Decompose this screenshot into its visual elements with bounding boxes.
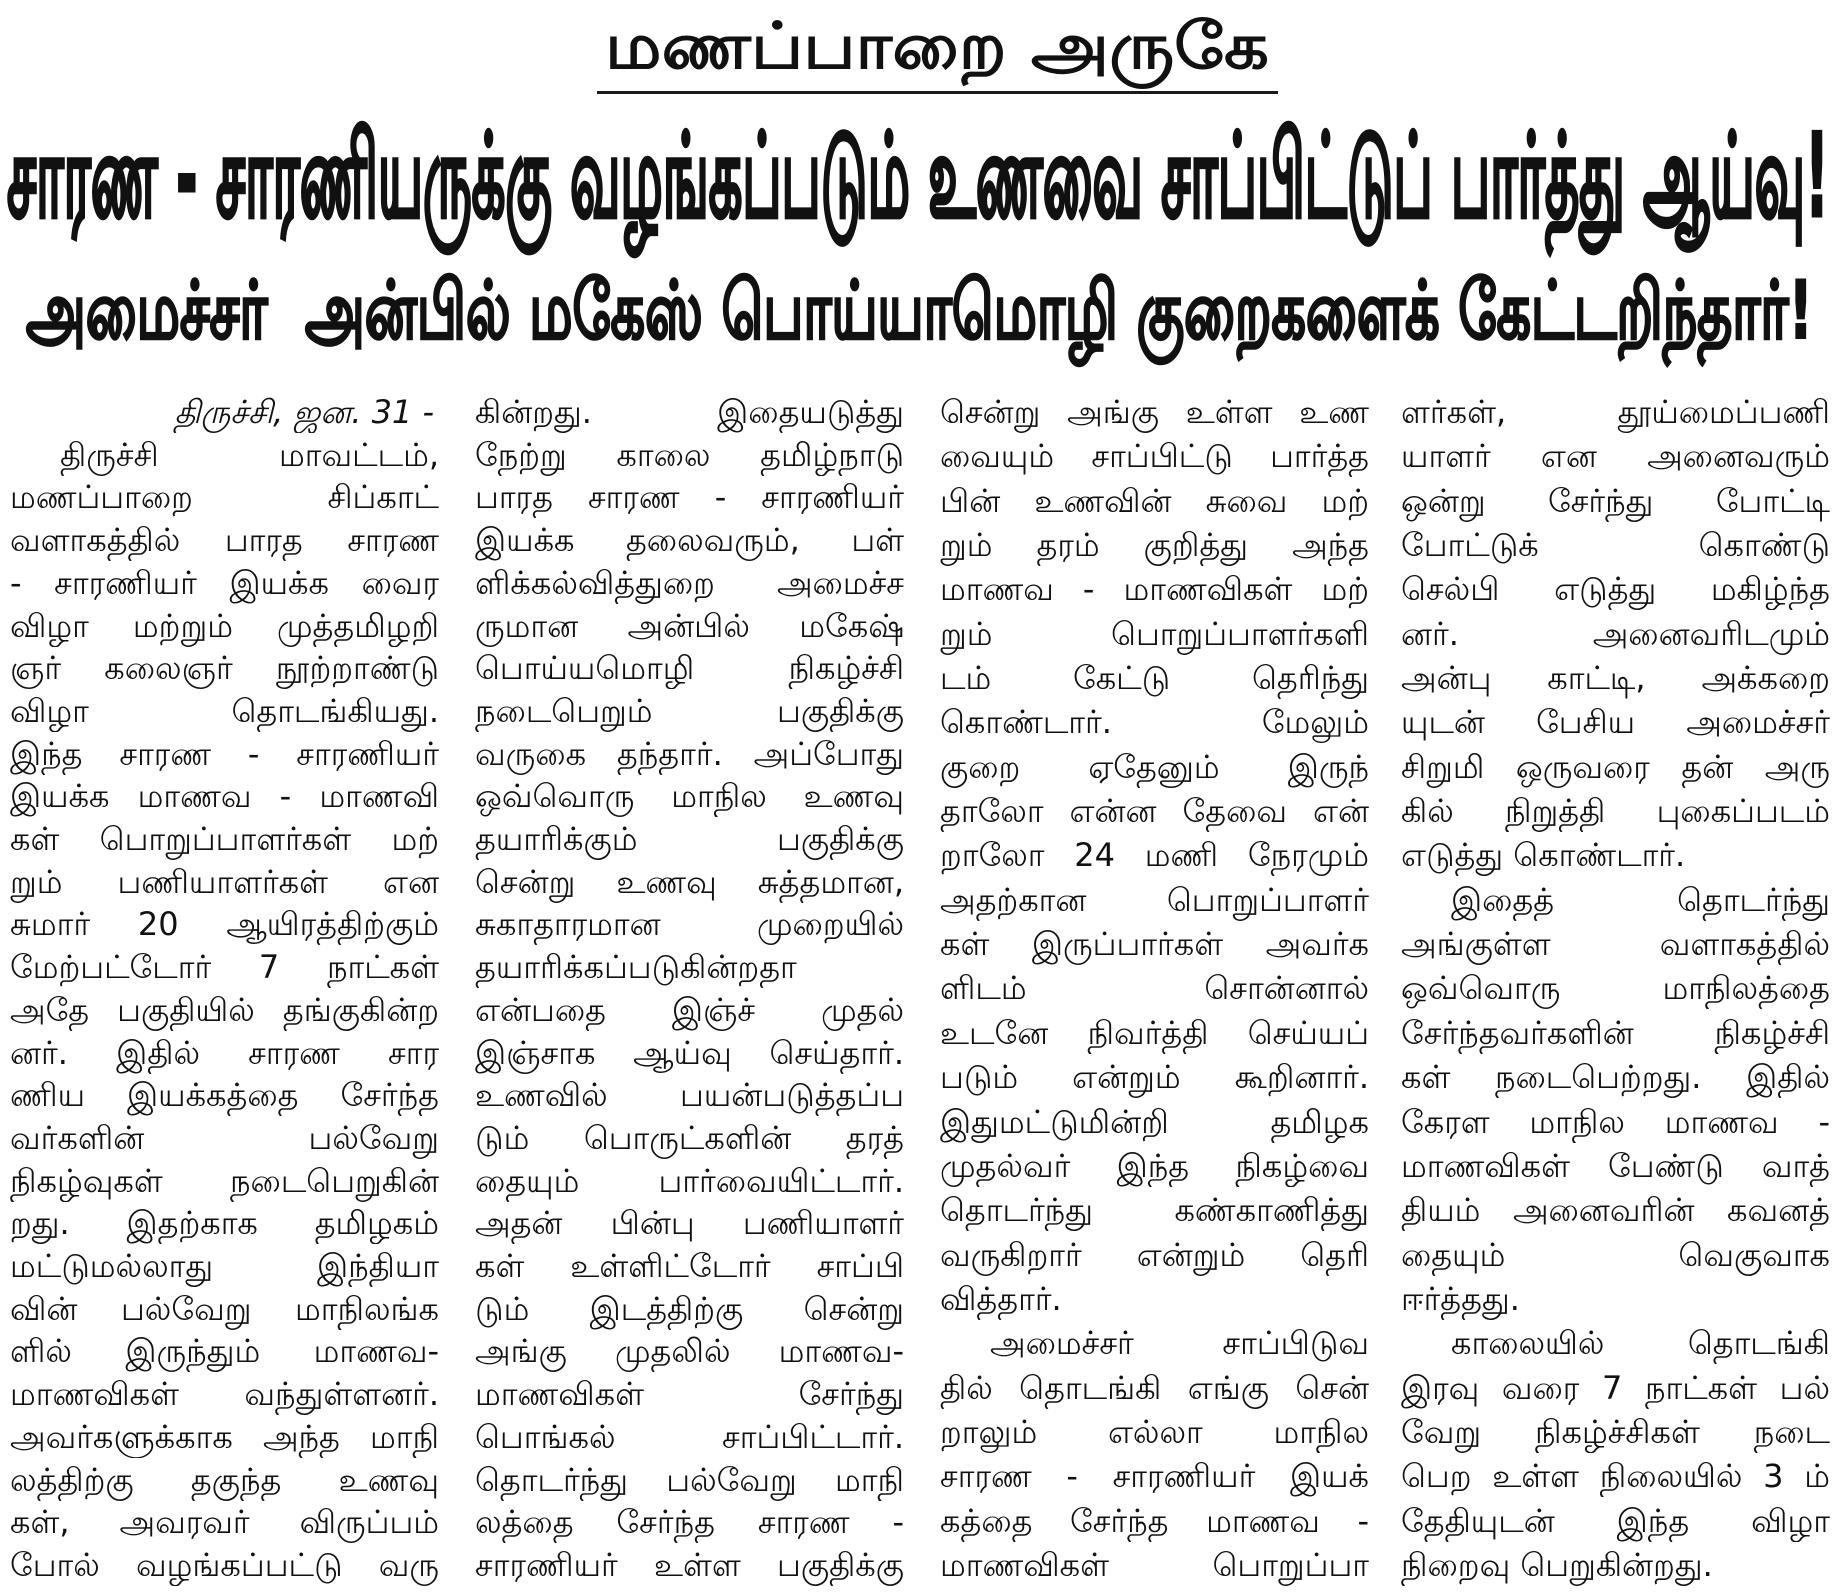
body-line-text: வர்களின் பல்வேறு [10, 1118, 439, 1157]
body-line-text: லத்திற்கு தகுந்த உணவு [10, 1460, 439, 1499]
body-line-text: இந்த சாரண - சாரணியர் [10, 734, 439, 773]
body-line-text: சிறுமி ஒருவரை தன் அரு [1401, 747, 1830, 786]
body-line [475, 861, 905, 903]
body-line [940, 1189, 1370, 1231]
body-line-text: மாணவிகள் சேர்ந்து [475, 1375, 904, 1414]
body-line [940, 435, 1370, 477]
body-line [1401, 1411, 1831, 1453]
body-line-text: அங்கு முதலில் மாணவ- [475, 1332, 904, 1371]
body-line-text: தையும் பார்வையிட்டார். [475, 1161, 904, 1200]
body-line [10, 1501, 440, 1543]
body-line-text: படும் என்றும் கூறினார். [940, 1058, 1369, 1097]
body-line [475, 391, 905, 433]
body-line-text: தாலோ என்ன தேவை என் [940, 792, 1369, 831]
body-line-text: கத்தை சேர்ந்த மாணவ - [940, 1501, 1369, 1540]
body-line [1401, 1145, 1831, 1187]
body-line-text: கில் நிறுத்தி புகைப்படம் [1401, 792, 1830, 831]
body-line-text: இயக்க மாணவ - மாணவி [10, 777, 439, 816]
body-line [10, 605, 440, 647]
body-line [10, 989, 440, 1031]
body-line-text: வித்தார். [940, 1279, 1062, 1318]
body-line [940, 1500, 1370, 1542]
body-line-text: டும் பொருட்களின் தரத் [475, 1118, 904, 1157]
headline [7, 109, 1829, 244]
body-line-text: என்பதை இஞ்ச் முதல் [475, 990, 904, 1029]
body-line-text: ணிய இயக்கத்தை சேர்ந்த [10, 1076, 439, 1115]
body-line-text: ஞர் கலைஞர் நூற்றாண்டு [10, 649, 439, 688]
body-line-text: நடைபெறும் பகுதிக்கு [475, 691, 904, 730]
body-line-text: தொடர்ந்து பல்வேறு மாநி [475, 1460, 904, 1499]
body-line-text: பின் உணவின் சுவை மற் [940, 481, 1369, 520]
body-line-text: வேறு நிகழ்ச்சிகள் நடை [1401, 1412, 1830, 1451]
body-line [10, 1160, 440, 1202]
body-line [1401, 923, 1831, 965]
body-line [1401, 524, 1831, 566]
body-line [1401, 568, 1831, 610]
body-line [940, 568, 1370, 610]
body-line-text: டும் இடத்திற்கு சென்று [475, 1289, 904, 1328]
body-line-text: ளிடம் சொன்னால் [940, 969, 1369, 1008]
body-line-text: மாணவிகள் வந்துள்ளனர். [10, 1375, 439, 1414]
body-line [10, 775, 440, 817]
dateline [10, 391, 440, 433]
body-line-text: அதற்கான பொறுப்பாளர் [940, 880, 1369, 919]
body-line-text: னர். அனைவரிடமும் [1401, 614, 1830, 653]
body-line [10, 1117, 440, 1159]
body-line [1401, 1101, 1831, 1143]
body-line [475, 1330, 905, 1372]
body-line [10, 519, 440, 561]
subheadline-text: அமைச்சர் அன்பில் மகேஸ் பொய்யாமொழி குறைகளைக் கேட்டறிந்தார்! [26, 264, 1813, 357]
body-line [1401, 480, 1831, 522]
body-line-text: பொய்யமொழி நிகழ்ச்சி [475, 649, 904, 688]
body-line-text: லத்தை சேர்ந்த சாரண - [475, 1503, 904, 1542]
body-line [1401, 879, 1831, 921]
body-line [940, 1101, 1370, 1143]
body-line-text: - சாரணியர் இயக்க வைர [10, 563, 439, 602]
body-line-text: அன்பு காட்டி, அக்கறை [1401, 659, 1830, 698]
body-line-text: வருகிறார் என்றும் தெரி [940, 1235, 1369, 1274]
body-line [475, 1245, 905, 1287]
body-line [940, 391, 1370, 433]
body-line-text: திருச்சி மாவட்டம், [60, 435, 439, 474]
body-line-text: அதன் பின்பு பணியாளர் [475, 1204, 904, 1243]
headline-text: சாரண - சாரணியருக்கு வழங்கப்படும் உணவை சாப்பிட்டுப் பார்த்து ஆய்வு! [7, 109, 1829, 244]
body-line [475, 1202, 905, 1244]
body-line-text: ஒன்று சேர்ந்து போட்டி [1401, 481, 1830, 520]
body-line [475, 476, 905, 518]
body-line-text: விழா மற்றும் முத்தமிழறி [10, 606, 439, 645]
body-line [1401, 701, 1831, 743]
body-line [1401, 967, 1831, 1009]
body-line-text: அவர்களுக்காக அந்த மாநி [10, 1417, 439, 1456]
body-line-text: கொண்டார். மேலும் [940, 703, 1369, 742]
body-line-text: தியம் அனைவரின் கவனத் [1401, 1191, 1830, 1230]
body-line [10, 818, 440, 860]
body-line-text: டம் கேட்டு தெரிந்து [940, 659, 1369, 698]
body-line [475, 1074, 905, 1116]
body-line [940, 1455, 1370, 1497]
body-line [475, 690, 905, 732]
body-line-text: நேற்று காலை தமிழ்நாடு [475, 435, 904, 474]
body-line [475, 989, 905, 1031]
body-line-text: ளில் இருந்தும் மாணவ- [10, 1332, 439, 1371]
body-line-text: இரவு வரை 7 நாட்கள் பல் [1401, 1368, 1830, 1407]
body-line [10, 1544, 440, 1586]
body-line [475, 647, 905, 689]
body-line [475, 775, 905, 817]
subheadline [26, 262, 1813, 360]
body-line [475, 1416, 905, 1458]
body-line-text: அங்குள்ள வளாகத்தில் [1401, 925, 1830, 964]
body-line-text: செல்பி எடுத்து மகிழ்ந்த [1401, 570, 1830, 609]
body-line-text: றது. இதற்காக தமிழகம் [10, 1204, 439, 1243]
body-line [10, 647, 440, 689]
body-line [940, 657, 1370, 699]
body-line [475, 1373, 905, 1415]
body-line [10, 1373, 440, 1415]
body-line-text: வருகை தந்தார். அப்போது [475, 734, 904, 773]
body-line [940, 613, 1370, 655]
body-line [475, 1501, 905, 1543]
body-line-text: சென்று உணவு சுத்தமான, [475, 862, 904, 901]
body-line-text: சேர்ந்தவர்களின் நிகழ்ச்சி [1401, 1013, 1830, 1052]
body-line-text: வளாகத்தில் பாரத சாரண [10, 521, 439, 560]
body-line-text: யாளர் என அனைவரும் [1401, 437, 1830, 476]
body-line [10, 946, 440, 988]
body-line-text: ஒவ்வொரு மாநில உணவு [475, 777, 904, 816]
body-line [940, 1322, 1370, 1364]
body-line-text: வின் பல்வேறு மாநிலங்க [10, 1289, 439, 1328]
body-line [1401, 613, 1831, 655]
body-line [10, 434, 440, 476]
body-line-text: எடுத்து கொண்டார். [1401, 836, 1686, 875]
body-line-text: பெற உள்ள நிலையில் 3 ம் [1401, 1457, 1830, 1496]
body-line-text: அமைச்சர் சாப்பிடுவ [990, 1324, 1369, 1363]
body-line [10, 733, 440, 775]
body-line-text: சாரணியர் உள்ள பகுதிக்கு [475, 1545, 904, 1584]
body-line [475, 818, 905, 860]
kicker-underline [597, 91, 1278, 94]
body-line-text: சென்று அங்கு உள்ள உண [940, 393, 1369, 431]
body-line-text: கள் பொறுப்பாளர்கள் மற் [10, 820, 439, 859]
body-line [940, 524, 1370, 566]
body-line-text: கள், அவரவர் விருப்பம் [10, 1503, 439, 1542]
dateline-text: திருச்சி, ஜன. 31 - [174, 393, 434, 431]
body-line-text: பாரத சாரண - சாரணியர் [475, 478, 904, 517]
body-line [1401, 1500, 1831, 1542]
body-line [1401, 1455, 1831, 1497]
body-line-text: போட்டுக் கொண்டு [1401, 526, 1830, 565]
article-column-1 [10, 391, 440, 1586]
body-line [475, 733, 905, 775]
body-line-text: மேற்பட்டோர் 7 நாட்கள் [10, 948, 439, 987]
body-line [10, 1288, 440, 1330]
body-line-text: றாலோ 24 மணி நேரமும் [940, 836, 1369, 875]
body-line [1401, 1322, 1831, 1364]
body-line-text: ருமான அன்பில் மகேஷ் [475, 606, 904, 645]
body-line-text: கள் உள்ளிட்டோர் சாப்பி [475, 1247, 904, 1286]
body-line [10, 1245, 440, 1287]
body-line-text: கள் இருப்பார்கள் அவர்க [940, 925, 1369, 964]
body-line [10, 562, 440, 604]
body-line [10, 1202, 440, 1244]
body-line [475, 1160, 905, 1202]
body-line [940, 701, 1370, 743]
body-line [10, 1074, 440, 1116]
body-line-text: ஈர்த்தது. [1401, 1279, 1520, 1318]
body-line [1401, 746, 1831, 788]
body-line-text: இதுமட்டுமின்றி தமிழக [940, 1102, 1369, 1141]
body-line [1401, 834, 1831, 876]
body-line [940, 1056, 1370, 1098]
body-line-text: சுமார் 20 ஆயிரத்திற்கும் [10, 905, 439, 944]
body-line-text: றும் பொறுப்பாளர்களி [940, 614, 1369, 653]
body-line [475, 1117, 905, 1159]
body-line-text: சாரண - சாரணியர் இயக் [940, 1457, 1369, 1496]
body-line [1401, 1234, 1831, 1276]
body-line [10, 903, 440, 945]
body-line [475, 1032, 905, 1074]
body-line-text: கின்றது. இதையடுத்து [475, 393, 904, 431]
body-line [940, 746, 1370, 788]
body-line-text: அதே பகுதியில் தங்குகின்ற [10, 990, 439, 1029]
body-line-text: விழா தொடங்கியது. [10, 691, 439, 730]
body-line-text: தயாரிக்கப்படுகின்றதா [475, 948, 797, 987]
body-line-text: றும் பணியாளர்கள் என [10, 862, 439, 901]
body-line [10, 1459, 440, 1501]
body-line-text: தொடர்ந்து கண்காணித்து [940, 1191, 1369, 1230]
body-line-text: ளர்கள், தூய்மைப்பணி [1401, 393, 1830, 431]
body-line-text: இதைத் தொடர்ந்து [1451, 880, 1830, 919]
body-line [940, 480, 1370, 522]
body-line [1401, 790, 1831, 832]
body-line [10, 476, 440, 518]
body-line-text: தயாரிக்கும் பகுதிக்கு [475, 820, 904, 859]
body-line [940, 1234, 1370, 1276]
body-line [475, 1544, 905, 1586]
body-line [475, 434, 905, 476]
body-line-text: வையும் சாப்பிட்டு பார்த்த [940, 437, 1369, 476]
body-line [1401, 435, 1831, 477]
body-line-text: மணப்பாறை சிப்காட் [10, 478, 439, 517]
body-line [940, 1411, 1370, 1453]
body-line [1401, 391, 1831, 433]
body-line-text: குறை ஏதேனும் இருந் [940, 747, 1369, 786]
body-line [940, 834, 1370, 876]
body-line [475, 1288, 905, 1330]
body-line [940, 1278, 1370, 1320]
body-line [10, 1032, 440, 1074]
body-line-text: உணவில் பயன்படுத்தப்ப [475, 1076, 904, 1115]
kicker [605, 6, 1269, 88]
body-line [475, 605, 905, 647]
body-line [940, 790, 1370, 832]
body-line [1401, 657, 1831, 699]
body-line [1401, 1367, 1831, 1409]
body-line [1401, 1278, 1831, 1320]
body-line [940, 1012, 1370, 1054]
body-line [1401, 1056, 1831, 1098]
body-line-text: தையும் வெகுவாக [1401, 1235, 1830, 1274]
body-line [940, 967, 1370, 1009]
body-line [940, 1544, 1370, 1586]
body-line [475, 946, 905, 988]
body-line [10, 861, 440, 903]
body-line-text: போல் வழங்கப்பட்டு வரு [10, 1545, 439, 1584]
body-line-text: கேரள மாநில மாணவ - [1401, 1102, 1830, 1141]
body-line-text: இஞ்சாக ஆய்வு செய்தார். [475, 1033, 904, 1072]
body-line [475, 903, 905, 945]
body-line-text: யுடன் பேசிய அமைச்சர் [1401, 703, 1830, 742]
body-line-text: முதல்வர் இந்த நிகழ்வை [940, 1146, 1369, 1185]
article-column-2 [475, 391, 905, 1586]
body-line-text: மாணவிகள் பொறுப்பா [940, 1545, 1369, 1584]
body-line [475, 519, 905, 561]
article-column-3 [940, 391, 1370, 1586]
body-line-text: காலையில் தொடங்கி [1451, 1324, 1830, 1363]
body-line-text: இயக்க தலைவரும், பள் [475, 521, 904, 560]
body-line-text: தில் தொடங்கி எங்கு சென் [940, 1368, 1369, 1407]
body-line-text: உடனே நிவர்த்தி செய்யப் [940, 1013, 1369, 1052]
kicker-text: மணப்பாறை அருகே [605, 10, 1269, 84]
body-line [1401, 1544, 1831, 1586]
body-line-text: கள் நடைபெற்றது. இதில் [1401, 1058, 1830, 1097]
body-line-text: தேதியுடன் இந்த விழா [1401, 1501, 1830, 1540]
body-line [10, 690, 440, 732]
body-line [475, 1459, 905, 1501]
body-line-text: மாணவ - மாணவிகள் மற் [940, 570, 1369, 609]
body-line [940, 923, 1370, 965]
body-line-text: மட்டுமல்லாது இந்தியா [10, 1247, 439, 1286]
body-line-text: னர். இதில் சாரண சார [10, 1033, 439, 1072]
body-line-text: நிகழ்வுகள் நடைபெறுகின் [10, 1161, 439, 1200]
body-line [10, 1416, 440, 1458]
body-line [10, 1330, 440, 1372]
article-column-4 [1401, 391, 1831, 1586]
body-line [1401, 1012, 1831, 1054]
body-line-text: ஒவ்வொரு மாநிலத்தை [1401, 969, 1830, 1008]
body-line-text: றும் தரம் குறித்து அந்த [940, 526, 1369, 565]
body-line [1401, 1189, 1831, 1231]
body-line-text: மாணவிகள் பேண்டு வாத் [1401, 1146, 1830, 1185]
body-line-text: பொங்கல் சாப்பிட்டார். [475, 1417, 904, 1456]
body-line-text: றாலும் எல்லா மாநில [940, 1412, 1369, 1451]
body-line [940, 1367, 1370, 1409]
body-line-text: ளிக்கல்வித்துறை அமைச்ச [475, 563, 904, 602]
body-line [940, 1145, 1370, 1187]
body-line [940, 879, 1370, 921]
body-line-text: சுகாதாரமான முறையில் [475, 905, 904, 944]
body-line [475, 562, 905, 604]
body-line-text: நிறைவு பெறுகின்றது. [1401, 1545, 1713, 1584]
